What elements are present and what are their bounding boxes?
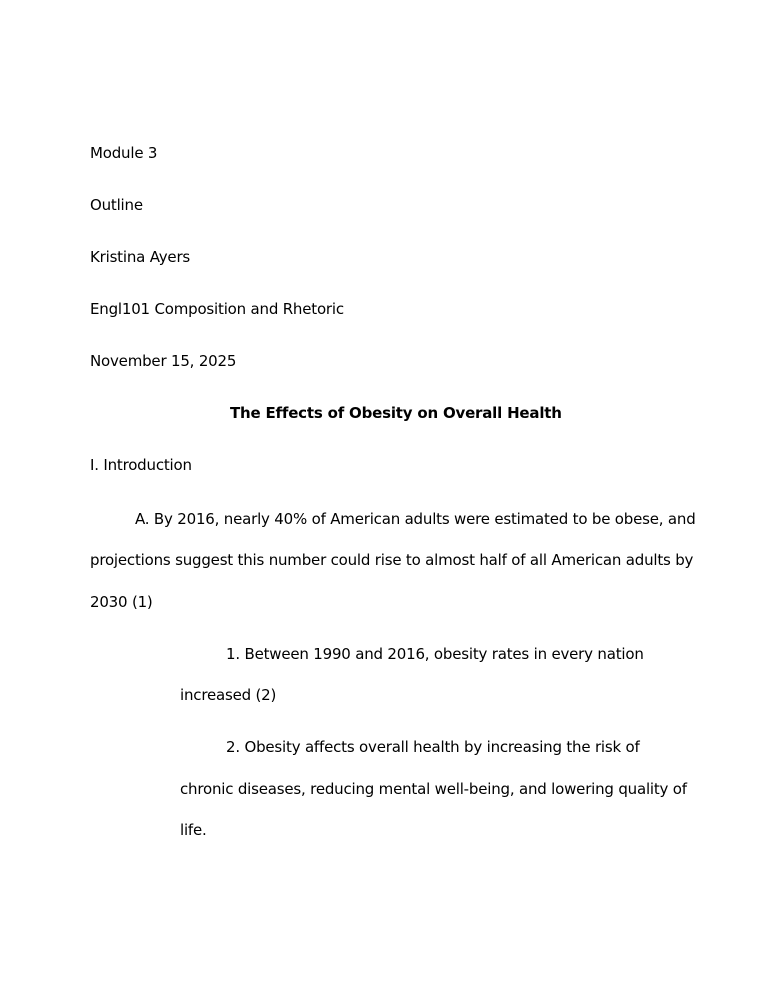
subpoint-1-line-1: 1. Between 1990 and 2016, obesity rates in every nation <box>226 645 644 663</box>
subpoint-2-line-2: chronic diseases, reducing mental well-being, and lowering quality of <box>180 780 687 798</box>
page-title: The Effects of Obesity on Overall Health <box>230 404 562 422</box>
point-a-line-2: projections suggest this number could rise to almost half of all American adults by <box>90 551 694 569</box>
subpoint-2-line-3: life. <box>180 821 207 839</box>
section-heading: I. Introduction <box>90 456 192 474</box>
subpoint-1-line-2: increased (2) <box>180 686 277 704</box>
module-label: Module 3 <box>90 144 158 162</box>
document-date: November 15, 2025 <box>90 352 237 370</box>
point-a-line-3: 2030 (1) <box>90 593 153 611</box>
point-a-line-1: A. By 2016, nearly 40% of American adults were estimated to be obese, and <box>135 510 696 528</box>
author-name: Kristina Ayers <box>90 248 191 266</box>
course-name: Engl101 Composition and Rhetoric <box>90 300 344 318</box>
document-type: Outline <box>90 196 143 214</box>
subpoint-2-line-1: 2. Obesity affects overall health by increasing the risk of <box>226 738 640 756</box>
